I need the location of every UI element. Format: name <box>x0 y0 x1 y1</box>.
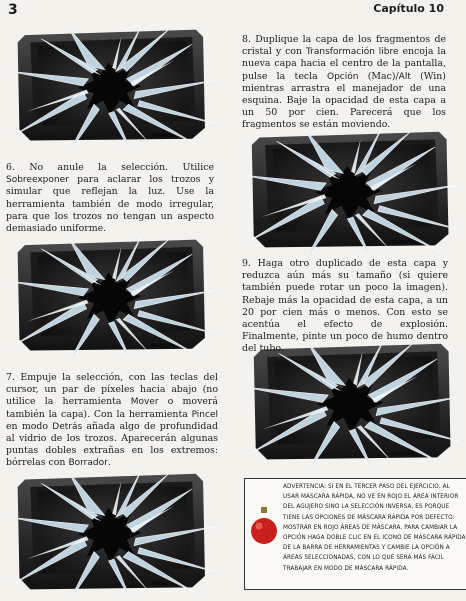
warning-box <box>244 478 466 590</box>
step-7-text-c: en modo <box>6 420 53 432</box>
exploding-tv-illustration-1 <box>14 26 214 146</box>
step-8-text-b: encoja la nueva capa hacia el centro de la pantalla, pulse la tecla <box>242 46 446 82</box>
step-8-text-a: 8. Duplique la capa de los fragmentos de cristal y con <box>242 34 446 58</box>
step-8-keyword-alt: Alt <box>398 71 411 82</box>
step-6-text-a: 6. No anule la selección. Utilice <box>6 162 214 173</box>
step-7-text-a: 7. Empuje la selección, con las teclas del cursor, un par de píxeles hacia abajo (no utilice la herramienta <box>6 372 218 408</box>
step-7-text-e: . <box>107 457 111 469</box>
christmas-ornament-icon <box>249 505 279 549</box>
step-8-text-c: (Mac)/ <box>358 70 399 82</box>
step-8-text-d: (Win) mientras arrastra el manejador de una esquina. Baje la opacidad de esta capa a un 50 por cien. Parecerá que los fragmentos se están moviendo. <box>242 70 446 131</box>
step-6-keyword-sobreexponer: Sobreexponer <box>6 175 69 186</box>
warning-text: ADVERTENCIA: SI EN EL TERCER PASO DEL EJERCICIO, AL USAR MÁSCARA RÁPIDA, NO VE EN ROJO EL ÁREA INTERIOR DEL AGUJERO SINO LA SELECCIÓN INVERSA, ES PORQUE TIENE LAS OPCIONES DE MÁSCARA RÁPIDA POR DEFECTO: MOSTRAR EN ROJO ÁREAS DE MÁSCARA. PARA CAMBIAR LA OPCIÓN HAGA DOBLE CLIC EN EL ICONO DE MÁSCARA RÁPIDA DE LA BARRA DE HERRAMIENTAS Y CAMBIE LA OPCIÓN A ÁREAS SELECCIONADAS, CON LO QUE SERÁ MÁS FÁCIL TRABAJAR EN MODO DE MÁSCARA RÁPIDA. <box>283 484 466 572</box>
step-7-keyword-mover: Mover <box>130 397 159 408</box>
step-8-keyword-transformacion-libre: Transformación libre <box>305 47 399 58</box>
exploding-tv-illustration-2 <box>14 236 214 356</box>
step-7-keyword-borrador: Borrador <box>68 458 108 469</box>
page-number: 3 <box>8 2 18 18</box>
step-6-text-b: para aclarar los trozos y simular que reflejan la luz. Use la herramienta también de modo irregular, para que los trozos no tengan un aspecto demasiado uniforme. <box>6 174 214 235</box>
step-9-paragraph: 9. Haga otro duplicado de esta capa y reduzca aún más su tamaño (si quiere también puede rotar un poco la imagen). Rebaje más la opacidad de esta capa, a un 20 por cien más o menos. Con esto se acentúa el efecto de explosión. Finalmente, pinte un poco de humo dentro del tubo. <box>242 258 448 355</box>
exploding-tv-illustration-4 <box>248 128 458 253</box>
step-8-paragraph <box>242 34 446 132</box>
step-7-keyword-pincel: Pincel <box>191 409 218 420</box>
step-7-keyword-detras: Detrás <box>52 421 83 432</box>
step-7-text-b: o moverá también la capa). Con la herramienta <box>6 396 218 420</box>
step-8-keyword-opcion: Opción <box>327 71 359 82</box>
chapter-title: Capítulo 10 <box>373 2 444 15</box>
exploding-tv-illustration-5 <box>250 340 460 465</box>
step-7-text-d: añada algo de profundidad al vidrio de los trozos. Aparecerán algunas puntas dobles extrañas en los extremos: bórrelas con <box>6 420 218 469</box>
step-6-paragraph <box>6 162 214 235</box>
exploding-tv-illustration-3 <box>14 470 214 595</box>
step-7-paragraph <box>6 372 218 470</box>
